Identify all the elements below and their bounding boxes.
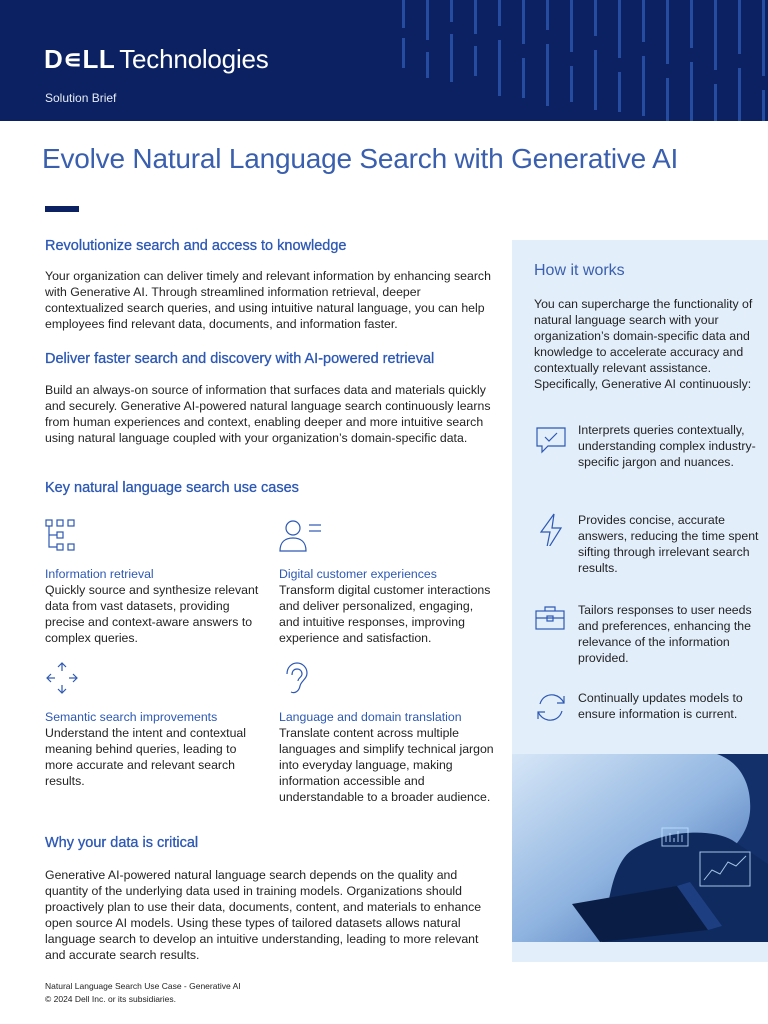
move-arrows-icon <box>45 661 79 695</box>
logo-technologies: Technologies <box>119 43 269 74</box>
use-case-information-retrieval <box>45 518 265 646</box>
dell-technologies-logo <box>44 42 269 76</box>
use-case-label: Semantic search improvements <box>45 710 218 724</box>
chat-check-icon <box>534 422 568 456</box>
ear-icon <box>279 661 313 695</box>
panel-item-text: Interprets queries contextually, understanding complex industry-specific jargon and nuances. <box>578 423 756 469</box>
body-why-data: Generative AI-powered natural language search depends on the quality and quantity of the underlying data used in training models. Organizations should proactively plan to use their data, documents, content, and materials to enhance open source AI models. Using these types of tailored datasets allows natural language search to develop an intuitive understanding, leading to more relevant and accurate search results. <box>45 868 482 962</box>
header-banner <box>0 0 768 121</box>
person-laptop-image <box>512 754 768 942</box>
panel-item-text: Continually updates models to ensure information is current. <box>578 691 743 721</box>
how-it-works-panel <box>512 240 768 962</box>
use-case-desc: Translate content across multiple languages and simplify technical jargon into everyday language, making information accessible and understandable to a broader audience. <box>279 726 494 804</box>
heading-use-cases: Key natural language search use cases <box>45 480 299 496</box>
toolbox-icon <box>534 602 568 636</box>
logo-dell: D∊LL <box>44 43 116 74</box>
decorative-stripes <box>380 0 768 121</box>
use-case-label: Digital customer experiences <box>279 567 437 581</box>
use-case-label: Information retrieval <box>45 567 154 581</box>
document-type: Solution Brief <box>45 91 117 105</box>
use-case-language-translation <box>279 661 494 805</box>
refresh-icon <box>534 690 568 724</box>
use-case-semantic-search <box>45 661 265 789</box>
heading-faster-search: Deliver faster search and discovery with AI-powered retrieval <box>45 351 435 367</box>
hierarchy-icon <box>45 518 79 552</box>
footer <box>45 980 241 1006</box>
body-revolutionize: Your organization can deliver timely and relevant information by enhancing search with Generative AI. Through streamlined information retrieval, deeper contextualized search queries, and using intuitive natural language, you can help employees find relevant data, documents, and information faster. <box>45 269 491 331</box>
footer-copyright: © 2024 Dell Inc. or its subsidiaries. <box>45 994 176 1004</box>
title-rule <box>45 206 79 212</box>
use-case-label: Language and domain translation <box>279 710 462 724</box>
heading-revolutionize: Revolutionize search and access to knowledge <box>45 238 347 254</box>
use-case-digital-customer-experiences <box>279 518 494 646</box>
panel-intro: You can supercharge the functionality of natural language search with your organization’s domain-specific data and knowledge to accelerate accuracy and contextually relevant assistance. Specifically, Generative AI continuously: <box>534 297 753 391</box>
user-list-icon <box>279 518 323 552</box>
panel-item-text: Tailors responses to user needs and preferences, enhancing the relevance of the information provided. <box>578 603 752 665</box>
page-title: Evolve Natural Language Search with Generative AI <box>42 143 679 174</box>
use-case-desc: Transform digital customer interactions and deliver personalized, engaging, and intuitive responses, improving experience and satisfaction. <box>279 583 491 645</box>
lightning-icon <box>534 512 568 546</box>
use-case-desc: Understand the intent and contextual meaning behind queries, leading to more accurate and relevant search results. <box>45 726 246 788</box>
panel-heading: How it works <box>534 262 625 279</box>
heading-why-data: Why your data is critical <box>45 835 199 851</box>
body-faster-search: Build an always-on source of information that surfaces data and materials quickly and securely. Generative AI-powered natural language search continuously learns from human experiences and context, enabling deeper and more intuitive search using natural language coupled with your organization’s domain-specific data. <box>45 383 491 445</box>
use-case-desc: Quickly source and synthesize relevant data from vast datasets, providing precise and context-aware answers to complex queries. <box>45 583 259 645</box>
footer-title: Natural Language Search Use Case - Generative AI <box>45 981 241 991</box>
panel-item-text: Provides concise, accurate answers, reducing the time spent sifting through irrelevant search results. <box>578 513 759 575</box>
